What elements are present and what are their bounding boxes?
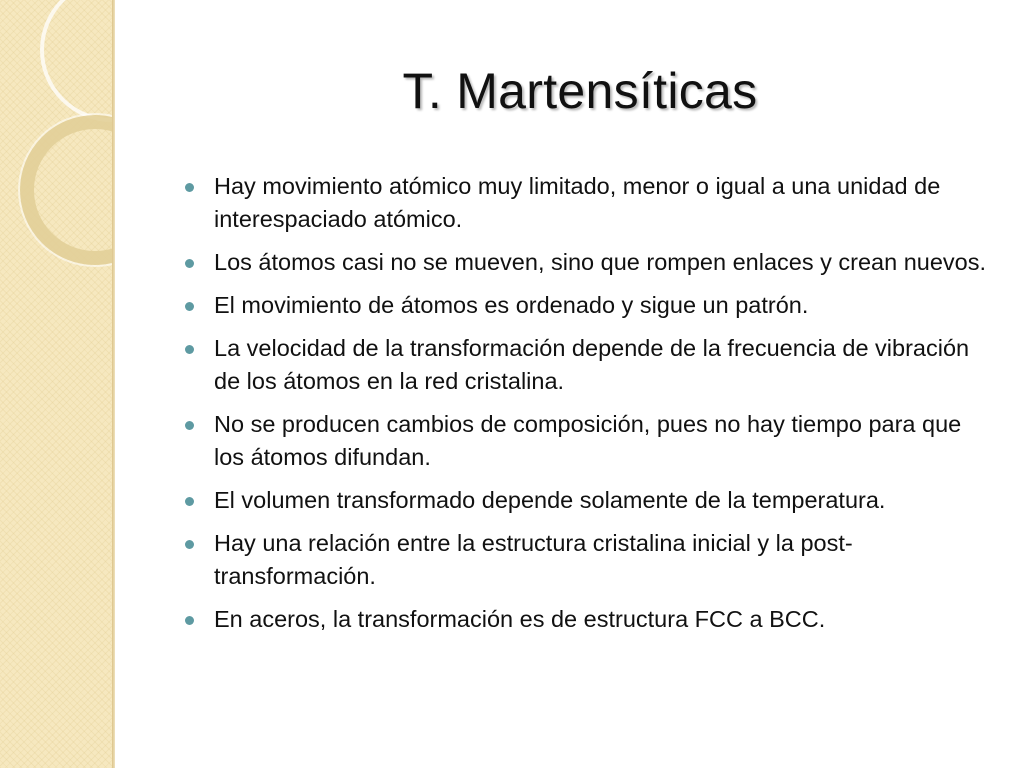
bullet-text: Hay movimiento atómico muy limitado, menor o igual a una unidad de interespaciado atómico. [214,173,941,232]
bullet-dot-icon [185,616,194,625]
decorative-rings-icon [0,0,112,768]
bullet-dot-icon [185,259,194,268]
list-item [182,527,997,593]
bullet-text: El volumen transformado depende solamente de la temperatura. [214,487,886,513]
bullet-dot-icon [185,345,194,354]
bullet-list [182,170,997,646]
bullet-text: No se producen cambios de composición, pues no hay tiempo para que los átomos difundan. [214,411,962,470]
list-item [182,332,997,398]
side-panel-edge [112,0,115,768]
bullet-dot-icon [185,540,194,549]
slide-title: T. Martensíticas [402,63,758,119]
bullet-dot-icon [185,183,194,192]
list-item [182,289,997,322]
bullet-dot-icon [185,421,194,430]
decorative-side-panel [0,0,112,768]
list-item [182,246,997,279]
bullet-text: Hay una relación entre la estructura cristalina inicial y la post-transformación. [214,530,853,589]
bullet-text: Los átomos casi no se mueven, sino que rompen enlaces y crean nuevos. [214,249,987,275]
list-item [182,408,997,474]
bullet-dot-icon [185,497,194,506]
list-item [182,484,997,517]
bullet-text: En aceros, la transformación es de estructura FCC a BCC. [214,606,826,632]
list-item [182,170,997,236]
bullet-dot-icon [185,302,194,311]
bullet-text: El movimiento de átomos es ordenado y sigue un patrón. [214,292,809,318]
list-item [182,603,997,636]
bullet-text: La velocidad de la transformación depende de la frecuencia de vibración de los átomos en la red cristalina. [214,335,970,394]
